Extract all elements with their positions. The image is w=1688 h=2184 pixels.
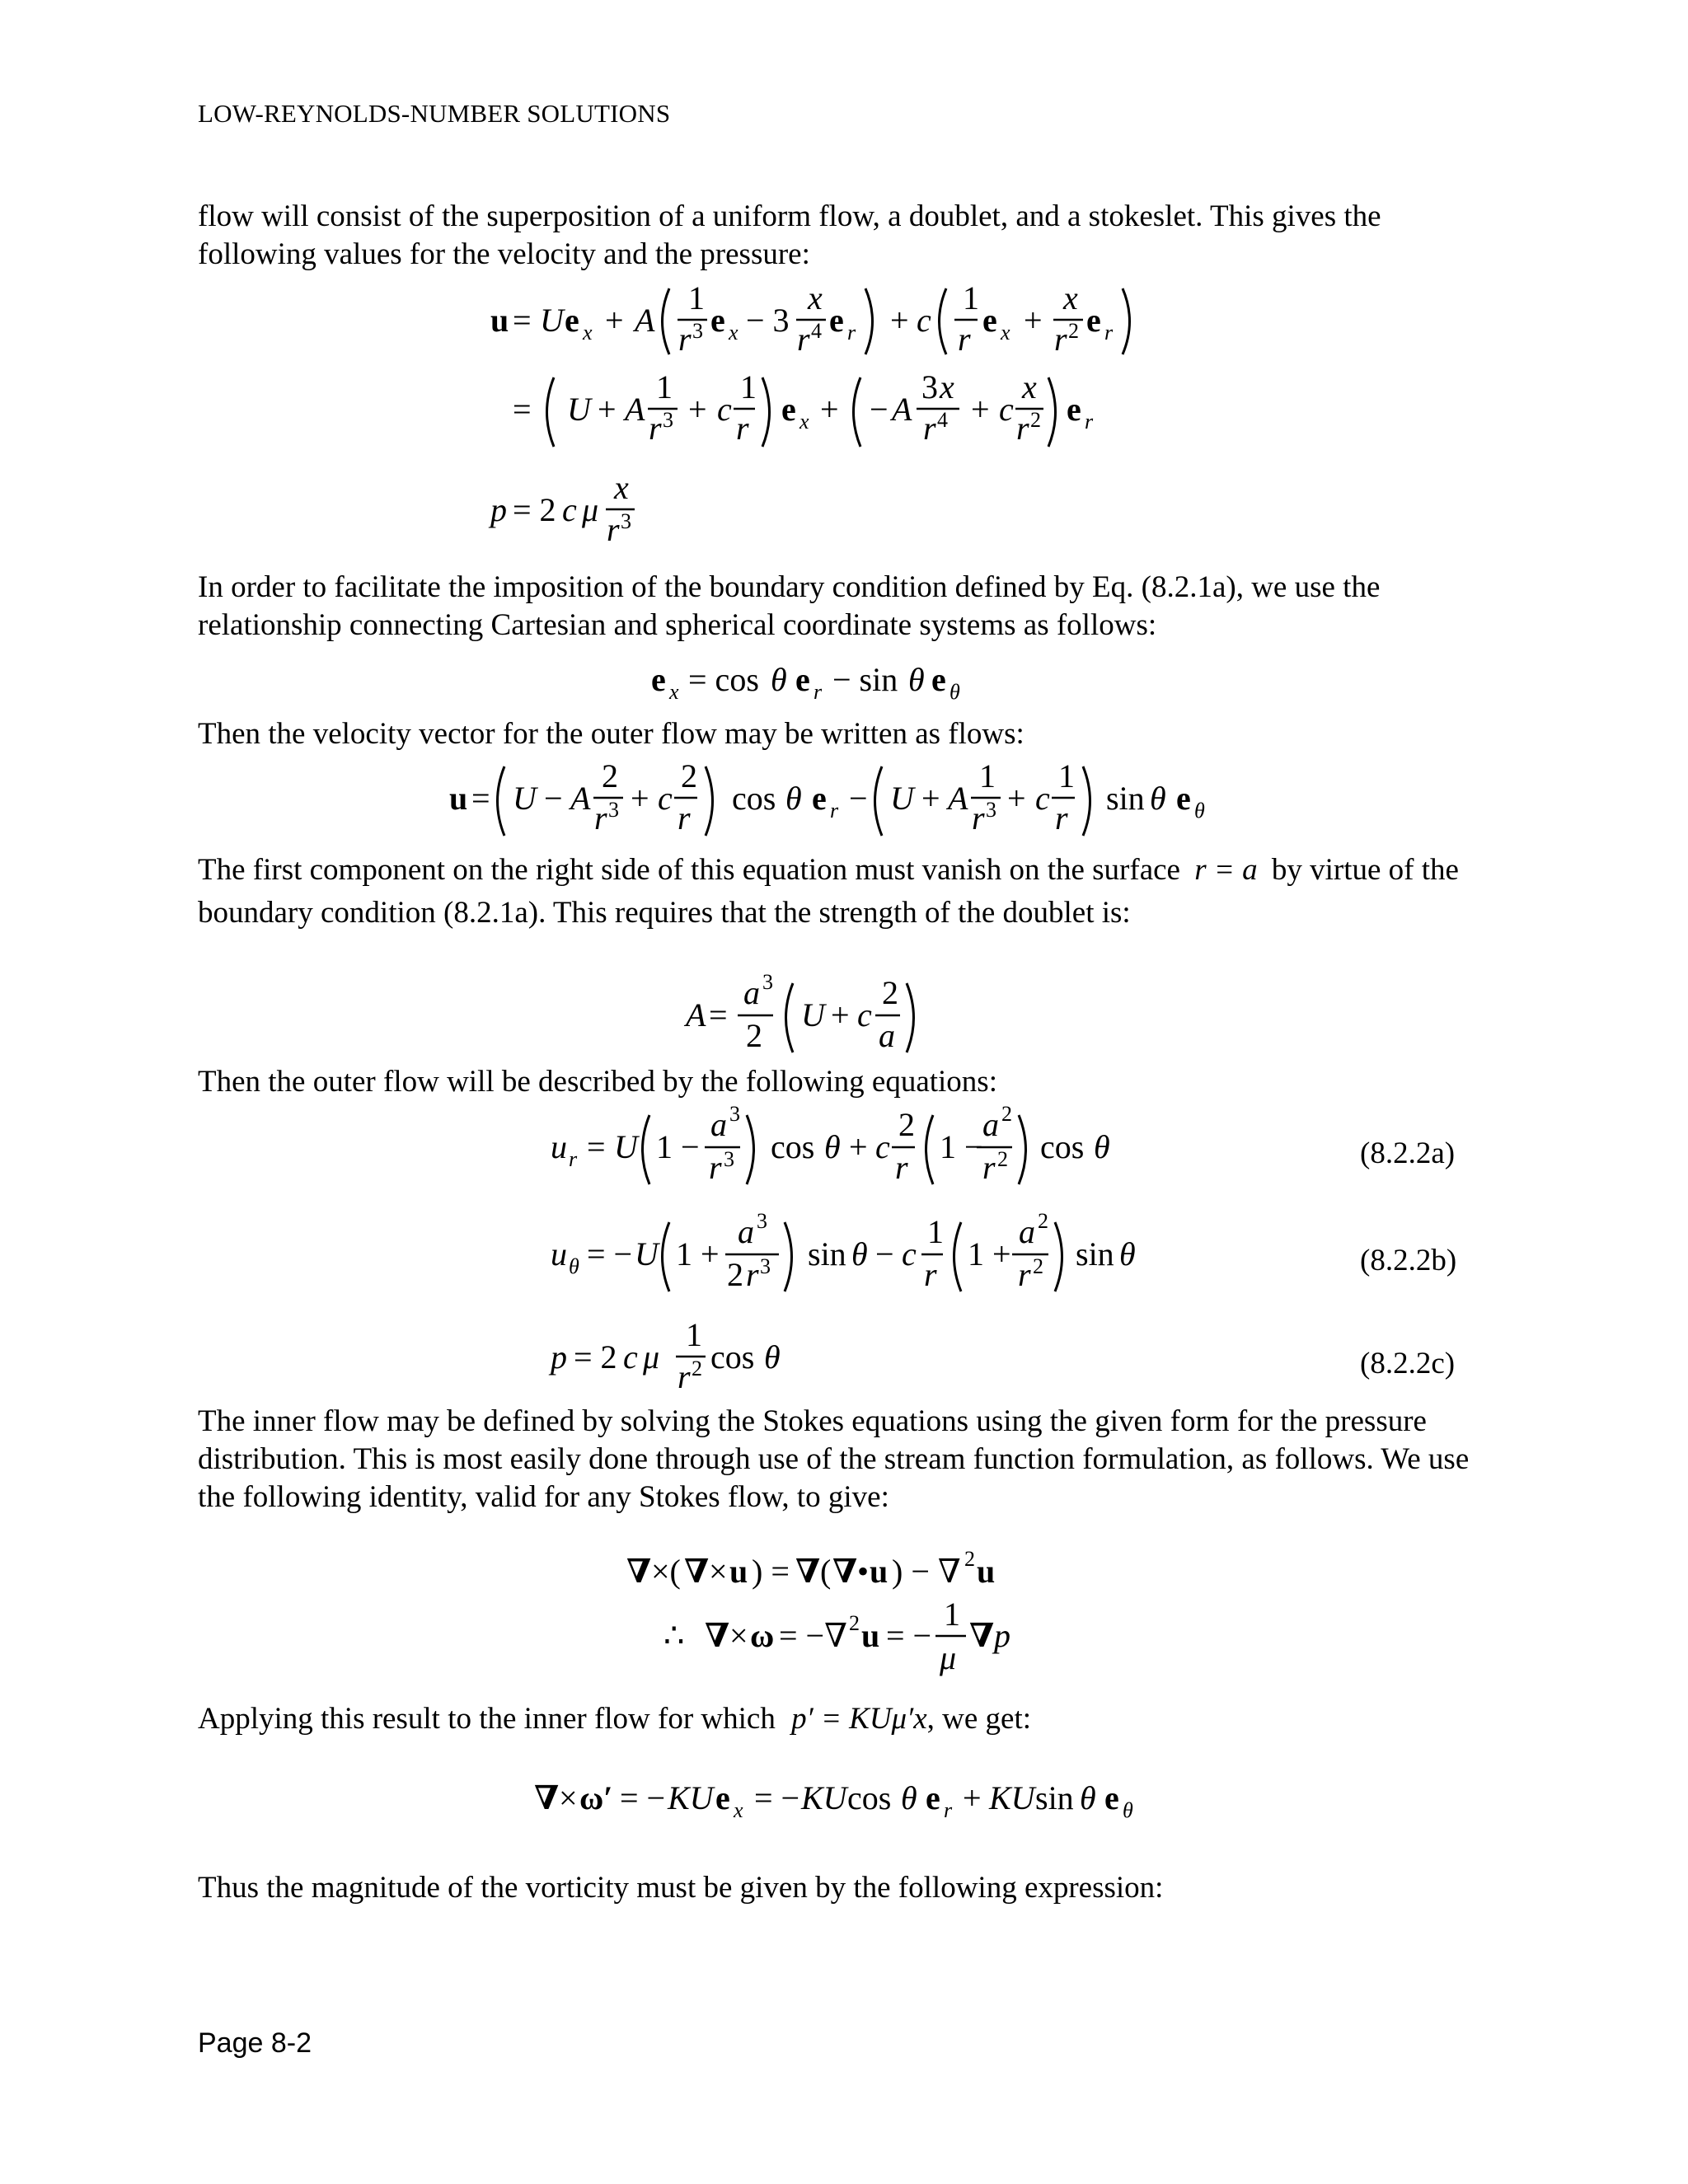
svg-text:2: 2 <box>1001 1102 1012 1126</box>
svg-text:e: e <box>1067 391 1081 428</box>
svg-text:u: u <box>490 302 509 339</box>
svg-text:=: = <box>587 1128 606 1165</box>
svg-text:U: U <box>567 391 591 428</box>
svg-text:3: 3 <box>621 509 631 533</box>
svg-text:θ: θ <box>569 1254 579 1278</box>
svg-text:2: 2 <box>997 1147 1008 1171</box>
svg-text:c: c <box>717 391 732 428</box>
svg-text:a: a <box>710 1106 727 1143</box>
svg-text:2: 2 <box>882 974 898 1011</box>
svg-text:) − ∇: ) − ∇ <box>892 1553 961 1590</box>
svg-text:c: c <box>658 780 673 817</box>
svg-text:cos: cos <box>732 780 776 817</box>
svg-text:2: 2 <box>681 757 697 794</box>
svg-text:2: 2 <box>964 1547 975 1571</box>
svg-text:4: 4 <box>937 408 948 432</box>
svg-text:∇: ∇ <box>969 1617 995 1654</box>
svg-text:r: r <box>972 799 985 837</box>
svg-text:+: + <box>631 780 649 817</box>
svg-text:cos: cos <box>710 1338 755 1376</box>
svg-text:KU: KU <box>668 1779 714 1816</box>
svg-text:KU: KU <box>989 1779 1035 1816</box>
svg-text:+: + <box>1007 780 1026 817</box>
paragraph-apply-result <box>198 1700 1500 1738</box>
svg-text:3: 3 <box>608 798 619 822</box>
svg-text:c: c <box>623 1338 638 1376</box>
svg-text:r: r <box>1016 410 1029 447</box>
svg-text:x: x <box>799 410 809 434</box>
svg-text:θ: θ <box>851 1235 868 1272</box>
svg-text:θ: θ <box>1123 1798 1133 1822</box>
svg-text:= −: = − <box>587 1235 633 1272</box>
equation-number-b: (8.2.2b) <box>1360 1244 1457 1277</box>
svg-text:U: U <box>801 996 825 1033</box>
svg-text:U: U <box>890 780 914 817</box>
svg-text:a: a <box>1019 1213 1035 1250</box>
svg-text:1 −: 1 − <box>940 1128 983 1165</box>
svg-text:θ: θ <box>1094 1128 1110 1165</box>
svg-text:e: e <box>710 302 725 339</box>
svg-text:+: + <box>921 780 940 817</box>
paragraph-vorticity-magnitude: Thus the magnitude of the vorticity must be given by the following expression: <box>198 1871 1164 1905</box>
svg-text:e: e <box>829 302 844 339</box>
svg-text:(: ( <box>820 1553 832 1590</box>
svg-text:ω: ω <box>750 1617 775 1654</box>
svg-text:cos: cos <box>847 1779 892 1816</box>
svg-text:r: r <box>923 410 936 447</box>
svg-text:+: + <box>831 996 850 1033</box>
svg-text:e: e <box>1176 780 1191 817</box>
svg-text:θ: θ <box>950 680 960 704</box>
svg-text:r: r <box>1104 321 1114 344</box>
svg-text:e: e <box>812 780 827 817</box>
equation-velocity <box>490 279 1130 358</box>
svg-text:= −: = − <box>620 1779 666 1816</box>
svg-text:p: p <box>994 1617 1010 1654</box>
svg-text:2: 2 <box>727 1256 743 1293</box>
svg-text:a: a <box>982 1106 999 1143</box>
svg-text:A: A <box>686 996 706 1033</box>
equation-velocity-line2 <box>513 368 1094 447</box>
equation-pressure-outer <box>488 469 635 548</box>
svg-text:c: c <box>875 1128 890 1165</box>
svg-text:−: − <box>849 780 868 817</box>
svg-text:+: + <box>963 1779 982 1816</box>
svg-text:x: x <box>940 368 954 405</box>
svg-text:−: − <box>875 1235 894 1272</box>
svg-text:θ: θ <box>1194 799 1205 823</box>
svg-text:∇: ∇ <box>795 1553 821 1590</box>
svg-text:A: A <box>625 391 645 428</box>
svg-text:∇: ∇ <box>705 1617 730 1654</box>
svg-text:sin: sin <box>808 1235 846 1272</box>
svg-text:r: r <box>814 680 823 704</box>
equation-pressure-c <box>548 1316 781 1395</box>
svg-text:= cos: = cos <box>688 661 759 698</box>
svg-text:p: p <box>490 491 507 528</box>
svg-text:2: 2 <box>602 757 618 794</box>
svg-text:e: e <box>715 1779 730 1816</box>
svg-text:A: A <box>948 780 968 817</box>
svg-text:r: r <box>746 1256 759 1293</box>
svg-text:=: = <box>513 391 532 428</box>
svg-text:μ: μ <box>643 1338 660 1376</box>
svg-text:r: r <box>678 321 692 358</box>
svg-text:1: 1 <box>688 279 705 316</box>
svg-text:e: e <box>651 661 666 698</box>
equation-doublet-strength <box>683 970 914 1054</box>
inline-math-inner-pressure: p′ = KUμ′x <box>791 1702 927 1736</box>
svg-text:θ: θ <box>1119 1235 1136 1272</box>
svg-text:2: 2 <box>849 1611 860 1635</box>
svg-text:∇: ∇ <box>626 1553 652 1590</box>
paragraph-first-component-text-b: by virtue of the boundary condition (8.2.1a). This requires that the strength of the doublet is: <box>198 853 1459 930</box>
equation-ur <box>551 1102 1110 1186</box>
page-number: Page 8-2 <box>198 2027 312 2059</box>
svg-text:u: u <box>551 1128 567 1165</box>
svg-text:= 2: = 2 <box>513 491 556 528</box>
svg-text:A: A <box>635 302 655 339</box>
svg-text:2: 2 <box>1030 408 1041 432</box>
svg-text:e: e <box>982 302 997 339</box>
svg-text:a: a <box>738 1213 754 1250</box>
svg-text:3: 3 <box>663 408 673 432</box>
svg-text:r: r <box>895 1149 908 1186</box>
svg-text:x: x <box>583 321 593 344</box>
svg-text:1 +: 1 + <box>676 1235 720 1272</box>
equation-inner-vorticity <box>534 1779 1133 1822</box>
svg-text:e: e <box>1086 302 1101 339</box>
svg-text:U: U <box>635 1235 659 1272</box>
equation-utheta <box>551 1209 1136 1293</box>
svg-text:θ: θ <box>901 1779 917 1816</box>
svg-text:•: • <box>857 1553 870 1590</box>
svg-text:1: 1 <box>979 757 996 794</box>
svg-text:− 3: − 3 <box>746 302 790 339</box>
svg-text:A: A <box>892 391 912 428</box>
svg-text:a: a <box>879 1017 895 1054</box>
svg-text:∴: ∴ <box>663 1617 685 1654</box>
svg-text:3: 3 <box>762 970 773 994</box>
svg-text:sin: sin <box>1076 1235 1114 1272</box>
svg-text:∇: ∇ <box>684 1553 710 1590</box>
svg-text:4: 4 <box>811 319 822 343</box>
svg-text:1: 1 <box>686 1316 702 1353</box>
svg-text:θ: θ <box>1080 1779 1096 1816</box>
svg-text:1: 1 <box>740 368 757 405</box>
svg-text:x: x <box>669 680 679 704</box>
svg-text:KU: KU <box>801 1779 847 1816</box>
svg-text:θ: θ <box>771 661 787 698</box>
paragraph-first-component-text-a: The first component on the right side of this equation must vanish on the surface <box>198 853 1180 887</box>
svg-text:sin: sin <box>1035 1779 1074 1816</box>
svg-text:x: x <box>1063 279 1078 316</box>
svg-text:r: r <box>1018 1256 1031 1293</box>
svg-text:2: 2 <box>1033 1254 1043 1278</box>
equation-number-c: (8.2.2c) <box>1360 1347 1456 1380</box>
svg-text:r: r <box>649 410 662 447</box>
svg-text:r: r <box>594 799 607 837</box>
svg-text:1: 1 <box>963 279 979 316</box>
svg-text:+: + <box>605 302 624 339</box>
svg-text:=: = <box>513 302 532 339</box>
svg-text:×: × <box>559 1779 578 1816</box>
svg-text:+: + <box>820 391 839 428</box>
svg-text:μ: μ <box>582 491 599 528</box>
svg-text:1: 1 <box>927 1213 944 1250</box>
svg-text:1: 1 <box>656 368 673 405</box>
svg-text:μ: μ <box>940 1639 957 1676</box>
svg-text:3: 3 <box>760 1254 771 1278</box>
svg-text:e: e <box>931 661 946 698</box>
svg-text:×: × <box>709 1553 728 1590</box>
running-header: LOW-REYNOLDS-NUMBER SOLUTIONS <box>198 99 671 128</box>
svg-text:u: u <box>870 1553 889 1590</box>
svg-text:r: r <box>607 511 620 548</box>
svg-text:U: U <box>540 302 564 339</box>
svg-text:3: 3 <box>921 368 938 405</box>
svg-text:+: + <box>890 302 909 339</box>
svg-text:3: 3 <box>986 798 996 822</box>
svg-text:−: − <box>870 391 889 428</box>
svg-text:u: u <box>551 1235 567 1272</box>
svg-text:a: a <box>743 974 760 1011</box>
svg-text:c: c <box>902 1235 917 1272</box>
svg-text:2: 2 <box>898 1106 915 1143</box>
svg-text:θ: θ <box>908 661 925 698</box>
svg-text:r: r <box>1085 410 1094 434</box>
svg-text:3: 3 <box>692 319 703 343</box>
svg-text:u: u <box>977 1553 996 1590</box>
svg-text:sin: sin <box>1106 780 1145 817</box>
svg-text:cos: cos <box>771 1128 815 1165</box>
svg-text:x: x <box>808 279 823 316</box>
svg-text:U: U <box>513 780 537 817</box>
svg-text:r: r <box>797 321 810 358</box>
paragraph-superposition: flow will consist of the superposition of a uniform flow, a doublet, and a stokeslet. This gives the following values for the velocity and the pressure: <box>198 199 1381 271</box>
svg-text:e: e <box>565 302 579 339</box>
svg-text:1 −: 1 − <box>656 1128 700 1165</box>
paragraph-boundary-condition: In order to facilitate the imposition of the boundary condition defined by Eq. (8.2.1a), we use the relationship connecting Cartesian and spherical coordinate systems as follows: <box>198 570 1381 642</box>
svg-text:1: 1 <box>944 1596 960 1633</box>
svg-text:×: × <box>729 1617 748 1654</box>
svg-text:= −∇: = −∇ <box>779 1617 848 1654</box>
svg-text:r: r <box>830 799 839 823</box>
svg-text:θ: θ <box>824 1128 841 1165</box>
svg-text:3: 3 <box>757 1209 767 1233</box>
svg-text:+: + <box>688 391 707 428</box>
svg-text:u: u <box>449 780 468 817</box>
svg-text:r: r <box>569 1147 578 1171</box>
svg-text:r: r <box>1055 799 1068 837</box>
svg-text:A: A <box>570 780 591 817</box>
svg-text:3: 3 <box>729 1102 740 1126</box>
svg-text:+: + <box>971 391 990 428</box>
svg-text:r: r <box>944 1798 953 1822</box>
svg-text:x: x <box>1001 321 1010 344</box>
svg-text:= −: = − <box>754 1779 800 1816</box>
svg-text:r: r <box>958 321 971 358</box>
svg-text:+: + <box>1024 302 1043 339</box>
svg-text:c: c <box>562 491 577 528</box>
paragraph-apply-result-text-a: Applying this result to the inner flow for which <box>198 1702 776 1736</box>
svg-text:= −: = − <box>886 1617 932 1654</box>
svg-text:∇: ∇ <box>832 1553 858 1590</box>
svg-text:2: 2 <box>692 1357 702 1380</box>
svg-text:1: 1 <box>1058 757 1075 794</box>
svg-text:e: e <box>1104 1779 1119 1816</box>
svg-text:r: r <box>678 799 691 837</box>
equation-vorticity-curl <box>663 1596 1010 1676</box>
svg-text:= 2: = 2 <box>574 1338 617 1376</box>
svg-text:c: c <box>917 302 931 339</box>
svg-text:c: c <box>857 996 872 1033</box>
svg-text:r: r <box>1054 321 1067 358</box>
svg-text:u: u <box>861 1617 880 1654</box>
svg-text:e: e <box>795 661 810 698</box>
svg-text:r: r <box>709 1149 722 1186</box>
svg-text:x: x <box>734 1798 743 1822</box>
svg-text:∇: ∇ <box>534 1779 560 1816</box>
equation-number-a: (8.2.2a) <box>1360 1137 1456 1170</box>
svg-text:U: U <box>614 1128 638 1165</box>
svg-text:+: + <box>849 1128 868 1165</box>
svg-text:=: = <box>471 780 490 817</box>
paragraph-first-component <box>198 849 1500 935</box>
equation-curl-identity <box>626 1547 995 1590</box>
svg-text:r: r <box>924 1256 937 1293</box>
svg-text:e: e <box>781 391 796 428</box>
paragraph-outer-velocity-intro: Then the velocity vector for the outer flow may be written as flows: <box>198 717 1025 751</box>
svg-text:−: − <box>544 780 563 817</box>
svg-text:+: + <box>598 391 617 428</box>
svg-text:x: x <box>1022 368 1037 405</box>
svg-text:r: r <box>847 321 856 344</box>
svg-text:r: r <box>678 1358 691 1395</box>
svg-text:u: u <box>729 1553 748 1590</box>
svg-text:r: r <box>982 1149 996 1186</box>
equation-outer-velocity <box>449 757 1205 837</box>
svg-text:θ: θ <box>764 1338 781 1376</box>
paragraph-inner-flow: The inner flow may be defined by solving the Stokes equations using the given form for the pressure distribution. This is most easily done through use of the stream function formulation, as follows. We use the following identity, valid for any Stokes flow, to give: <box>198 1404 1470 1514</box>
svg-text:cos: cos <box>1040 1128 1085 1165</box>
paragraph-apply-result-text-b: , we get: <box>926 1702 1032 1736</box>
paragraph-outer-flow-equations: Then the outer flow will be described by the following equations: <box>198 1065 997 1099</box>
svg-text:θ: θ <box>785 780 802 817</box>
svg-text:c: c <box>999 391 1014 428</box>
svg-text:− sin: − sin <box>832 661 898 698</box>
svg-text:p: p <box>551 1338 567 1376</box>
svg-text:3: 3 <box>724 1147 734 1171</box>
svg-text:2: 2 <box>746 1017 762 1054</box>
svg-text:x: x <box>614 469 629 506</box>
svg-text:θ: θ <box>1150 780 1166 817</box>
svg-text:ω′: ω′ <box>579 1779 613 1816</box>
svg-text:=: = <box>709 996 728 1033</box>
svg-text:) =: ) = <box>752 1553 790 1590</box>
svg-text:x: x <box>729 321 738 344</box>
inline-math-r-equals-a: r = a <box>1194 853 1258 887</box>
svg-text:2: 2 <box>1038 1209 1048 1233</box>
equation-unit-vector <box>651 661 960 704</box>
svg-text:2: 2 <box>1068 319 1079 343</box>
svg-text:×(: ×( <box>651 1553 681 1590</box>
svg-text:1 +: 1 + <box>968 1235 1011 1272</box>
svg-text:c: c <box>1035 780 1050 817</box>
svg-text:r: r <box>736 410 749 447</box>
svg-text:e: e <box>926 1779 940 1816</box>
